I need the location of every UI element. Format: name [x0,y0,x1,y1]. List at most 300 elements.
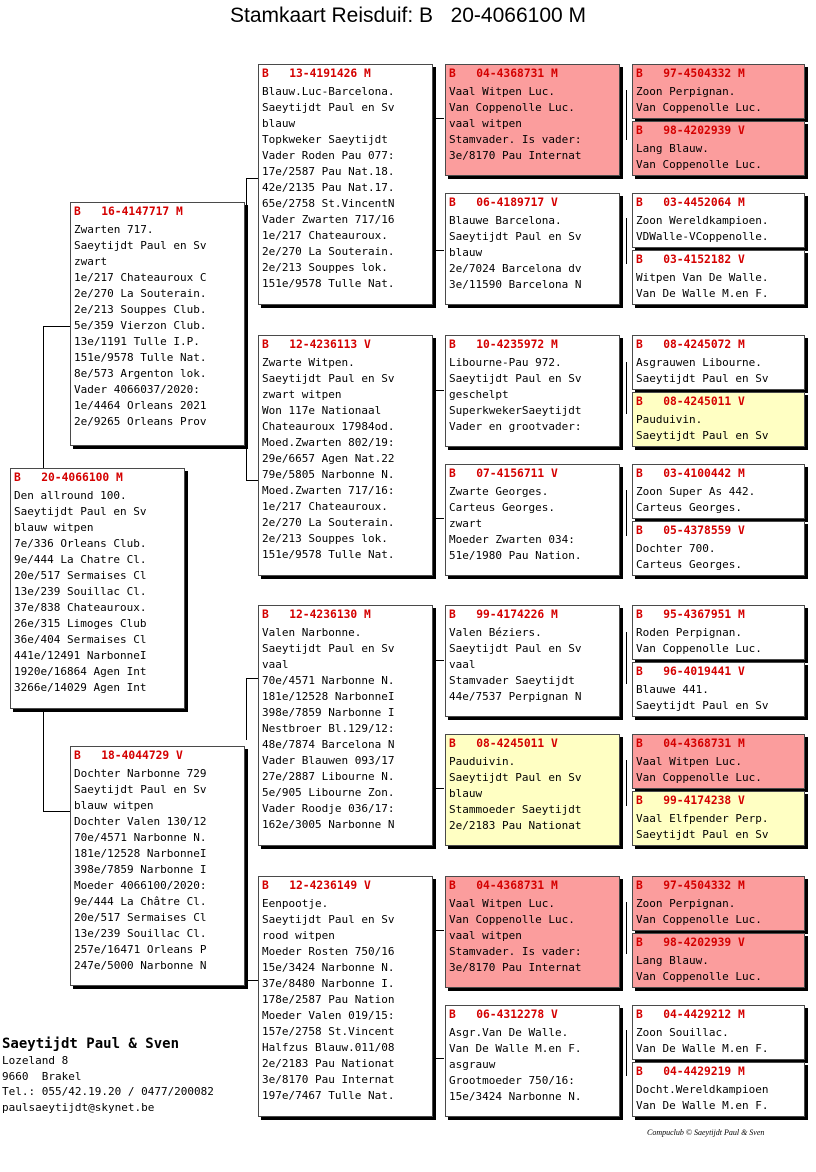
connector [434,930,444,931]
info-line: Zwarten 717. [74,223,154,236]
ring-number: B 99-4174238 V [636,794,745,807]
connector [434,390,444,391]
pigeon-info [446,352,619,435]
pigeon-card-ggp-3 [445,335,620,447]
pigeon-info [633,81,804,116]
info-line: Carteus Georges. [636,558,742,571]
info-line: 2e/7024 Barcelona dv [449,262,582,275]
info-line: 17e/2587 Pau Nat.18. [262,165,395,178]
info-line: 44e/7537 Perpignan N [449,690,582,703]
owner-address: Lozeland 8 [2,1054,69,1067]
info-line: Zoon Wereldkampioen. [636,214,769,227]
pigeon-info [446,210,619,293]
info-line: Saeytijdt Paul en Sv [262,913,395,926]
info-line: Asgrauwen Libourne. [636,356,762,369]
info-line: Dochter 700. [636,542,716,555]
info-line: Vaal Witpen Luc. [449,85,555,98]
connector [434,190,435,250]
info-line: 2e/213 Souppes lok. [262,261,388,274]
pigeon-card-gggp-1 [632,64,805,119]
info-line: Carteus Georges. [449,501,555,514]
pigeon-card-father-father [258,64,433,305]
info-line: 3e/8170 Pau Internat [449,149,582,162]
info-line: Vaal Witpen Luc. [449,897,555,910]
page-title: Stamkaart Reisduif: B 20-4066100 M [229,4,586,27]
pigeon-card-gggp-9 [632,605,805,660]
pigeon-card-mother-mother [258,876,433,1117]
ring-number: B 04-4368731 M [449,67,558,80]
pigeon-info [446,481,619,564]
info-line: Van De Walle M.en F. [449,1042,582,1055]
info-line: Saeytijdt Paul en Sv [262,101,395,114]
pigeon-info [446,893,619,976]
connector [434,250,444,251]
info-line: Vaal Elfpender Perp. [636,812,769,825]
ring-number: B 03-4100442 M [636,467,745,480]
info-line: Zwarte Georges. [449,485,549,498]
info-line: Pauduivin. [449,755,516,768]
info-line: 29e/6657 Agen Nat.22 [262,452,395,465]
info-line: vaal witpen [449,929,522,942]
info-line: Saeytijdt Paul en Sv [636,828,769,841]
pigeon-card-ggp-5 [445,605,620,717]
info-line: 441e/12491 NarbonneI [14,649,147,662]
owner-name: Saeytijdt Paul & Sven [2,1036,180,1052]
pigeon-info [633,1079,804,1114]
info-line: blauw [262,117,296,130]
info-line: Stamvader Saeytijdt [449,674,575,687]
connector [626,632,627,684]
info-line: Lang Blauw. [636,142,709,155]
info-line: Docht.Wereldkampioen [636,1083,769,1096]
info-line: 3266e/14029 Agen Int [14,681,147,694]
info-line: 2e/2183 Pau Nationat [262,1057,395,1070]
connector [434,118,444,119]
ring-number: B 97-4504332 M [636,879,745,892]
ring-number: B 04-4429219 M [636,1065,745,1078]
pigeon-card-ggp-1 [445,64,620,176]
info-line: zwart [449,517,483,530]
info-line: 181e/12528 NarbonneI [262,690,395,703]
info-line: Grootmoeder 750/16: [449,1074,575,1087]
pigeon-info [446,622,619,705]
ring-number: B 04-4368731 M [636,737,745,750]
pigeon-card-gggp-10 [632,662,805,717]
info-line: 7e/336 Orleans Club. [14,537,147,550]
connector [434,1002,435,1058]
info-line: zwart [74,255,108,268]
info-line: Zwarte Witpen. [262,356,355,369]
pigeon-info [446,81,619,164]
ring-number: B 08-4245072 M [636,338,745,351]
pigeon-card-ggp-2 [445,193,620,305]
info-line: Moeder 4066100/2020: [74,879,207,892]
info-line: 2e/270 La Souterain. [262,516,395,529]
info-line: Saeytijdt Paul en Sv [636,429,769,442]
info-line: Blauwe 441. [636,683,709,696]
info-line: Van Coppenolle Luc. [636,101,762,114]
pigeon-card-gggp-12 [632,791,805,846]
info-line: Vader 4066037/2020: [74,383,200,396]
info-line: asgrauw [449,1058,496,1071]
info-line: Moeder Rosten 750/16 [262,945,395,958]
info-line: Moeder Valen 019/15: [262,1009,395,1022]
info-line: 2e/9265 Orleans Prov [74,415,207,428]
ring-number: B 13-4191426 M [262,67,371,80]
info-line: Stamvader. Is vader: [449,945,582,958]
info-line: 15e/3424 Narbonne N. [262,961,395,974]
info-line: Saeytijdt Paul en Sv [74,239,207,252]
info-line: Dochter Narbonne 729 [74,767,207,780]
ring-number: B 95-4367951 M [636,608,745,621]
info-line: 13e/239 Souillac Cl. [74,927,207,940]
pigeon-card-gggp-15 [632,1005,805,1060]
info-line: 257e/16471 Orleans P [74,943,207,956]
ring-number: B 98-4202939 V [636,124,745,137]
connector [246,678,247,740]
pigeon-card-mother [70,746,245,986]
info-line: 1e/4464 Orleans 2021 [74,399,207,412]
info-line: Moeder Zwarten 034: [449,533,575,546]
info-line: Van De Walle M.en F. [636,1099,769,1112]
pigeon-info [633,352,804,387]
connector [246,678,258,679]
info-line: Pauduivin. [636,413,703,426]
ring-number: B 12-4236149 V [262,879,371,892]
pigeon-card-main [10,468,185,709]
info-line: 181e/12528 NarbonneI [74,847,207,860]
info-line: Saeytijdt Paul en Sv [636,372,769,385]
pigeon-card-ggp-4 [445,464,620,576]
info-line: Witpen Van De Walle. [636,271,769,284]
info-line: 178e/2587 Pau Nation [262,993,395,1006]
connector [434,118,435,188]
info-line: zwart witpen [262,388,342,401]
info-line: Van Coppenolle Luc. [449,101,575,114]
connector [434,1058,444,1059]
connector [626,902,627,954]
info-line: Zoon Souillac. [636,1026,729,1039]
pigeon-card-ggp-6 [445,734,620,846]
info-line: 13e/1191 Tulle I.P. [74,335,200,348]
connector [434,518,444,519]
info-line: Valen Narbonne. [262,626,362,639]
info-line: Saeytijdt Paul en Sv [14,505,147,518]
info-line: 42e/2135 Pau Nat.17. [262,181,395,194]
info-line: 15e/3424 Narbonne N. [449,1090,582,1103]
info-line: Asgr.Van De Walle. [449,1026,569,1039]
ring-number: B 06-4189717 V [449,196,558,209]
ring-number: B 05-4378559 V [636,524,745,537]
connector [626,490,627,536]
info-line: 2e/2183 Pau Nationat [449,819,582,832]
connector [434,660,435,730]
pigeon-info [633,751,804,786]
pigeon-card-gggp-2 [632,121,805,176]
info-line: Saeytijdt Paul en Sv [449,372,582,385]
info-line: 2e/213 Souppes lok. [262,532,388,545]
info-line: 3e/11590 Barcelona N [449,278,582,291]
info-line: vaal [449,658,476,671]
ring-number: B 07-4156711 V [449,467,558,480]
info-line: 2e/213 Souppes Club. [74,303,207,316]
info-line: SuperkwekerSaeytijdt [449,404,582,417]
pigeon-info [633,893,804,928]
info-line: Saeytijdt Paul en Sv [636,699,769,712]
info-line: Vader Zwarten 717/16 [262,213,395,226]
connector [246,178,247,250]
info-line: 197e/7467 Tulle Nat. [262,1089,395,1102]
owner-email: paulsaeytijdt@skynet.be [2,1100,155,1114]
ring-number: B 97-4504332 M [636,67,745,80]
pigeon-card-gggp-16 [632,1062,805,1117]
info-line: 26e/315 Limoges Club [14,617,147,630]
info-line: geschelpt [449,388,509,401]
info-line: 37e/838 Chateauroux. [14,601,147,614]
info-line: Won 117e Nationaal [262,404,382,417]
pigeon-card-ggp-8 [445,1005,620,1117]
ring-number: B 12-4236113 V [262,338,371,351]
info-line: 36e/404 Sermaises Cl [14,633,147,646]
pigeon-info [11,485,184,696]
info-line: Zoon Super As 442. [636,485,756,498]
owner-phone: Tel.: 055/42.19.20 / 0477/200082 [2,1085,214,1098]
info-line: 9e/444 La Châtre Cl. [74,895,207,908]
pigeon-card-gggp-8 [632,521,805,576]
info-line: 3e/8170 Pau Internat [262,1073,395,1086]
info-line: 27e/2887 Libourne N. [262,770,395,783]
info-line: Saeytijdt Paul en Sv [262,642,395,655]
pigeon-card-mother-father [258,605,433,846]
info-line: Saeytijdt Paul en Sv [449,642,582,655]
connector [434,788,444,789]
info-line: rood witpen [262,929,335,942]
info-line: 65e/2758 St.VincentN [262,197,395,210]
info-line: Blauwe Barcelona. [449,214,562,227]
pigeon-info [633,210,804,245]
info-line: Zoon Perpignan. [636,897,736,910]
pigeon-info [633,481,804,516]
info-line: 162e/3005 Narbonne N [262,818,395,831]
pigeon-card-gggp-13 [632,876,805,931]
pigeon-card-gggp-6 [632,392,805,447]
info-line: Van De Walle M.en F. [636,287,769,300]
info-line: Den allround 100. [14,489,127,502]
info-line: 79e/5805 Narbonne N. [262,468,395,481]
ring-number: B 03-4452064 M [636,196,745,209]
info-line: Carteus Georges. [636,501,742,514]
info-line: 2e/270 La Souterain. [74,287,207,300]
info-line: Moed.Zwarten 802/19: [262,436,395,449]
info-line: Moed.Zwarten 717/16: [262,484,395,497]
pigeon-card-ggp-7 [445,876,620,988]
info-line: 398e/7859 Narbonne I [262,706,395,719]
ring-number: B 20-4066100 M [14,471,123,484]
info-line: 70e/4571 Narbonne N. [74,831,207,844]
info-line: vaal [262,658,289,671]
footer-credit: Compuclub © Saeytijdt Paul & Sven [647,1128,765,1137]
pigeon-card-father [70,202,245,446]
info-line: 1e/217 Chateauroux. [262,500,388,513]
ring-number: B 03-4152182 V [636,253,745,266]
info-line: Nestbroer Bl.129/12: [262,722,395,735]
connector [626,218,627,264]
pigeon-info [633,538,804,573]
info-line: 37e/8480 Narbonne I. [262,977,395,990]
connector [434,660,444,661]
info-line: Van Coppenolle Luc. [636,642,762,655]
info-line: Vaal Witpen Luc. [636,755,742,768]
info-line: 151e/9578 Tulle Nat. [262,548,395,561]
connector [246,400,247,480]
info-line: Van Coppenolle Luc. [449,913,575,926]
connector [626,362,627,414]
info-line: 20e/517 Sermaises Cl [74,911,207,924]
connector [434,462,435,518]
info-line: Van De Walle M.en F. [636,1042,769,1055]
info-line: 1e/217 Chateauroux C [74,271,207,284]
info-line: Chateauroux 17984od. [262,420,395,433]
pigeon-info [259,622,432,833]
owner-city: 9660 Brakel [2,1069,82,1083]
pigeon-info [633,679,804,714]
connector [246,178,258,179]
pigeon-card-gggp-11 [632,734,805,789]
pigeon-info [259,81,432,292]
info-line: Halfzus Blauw.011/08 [262,1041,395,1054]
pigeon-info [71,763,244,974]
info-line: Roden Perpignan. [636,626,742,639]
info-line: Saeytijdt Paul en Sv [449,230,582,243]
connector [43,709,44,811]
info-line: Saeytijdt Paul en Sv [449,771,582,784]
ring-number: B 16-4147717 M [74,205,183,218]
info-line: VDWalle-VCoppenolle. [636,230,769,243]
info-line: Eenpootje. [262,897,329,910]
connector [246,980,258,981]
pigeon-info [259,352,432,563]
info-line: 157e/2758 St.Vincent [262,1025,395,1038]
connector [434,930,435,1000]
pigeon-card-gggp-4 [632,250,805,305]
owner-block [2,1035,214,1115]
connector [626,90,627,140]
info-line: blauw [449,787,483,800]
info-line: Dochter Valen 130/12 [74,815,207,828]
ring-number: B 98-4202939 V [636,936,745,949]
pigeon-info [446,1022,619,1105]
info-line: blauw witpen [14,521,94,534]
info-line: 2e/270 La Souterain. [262,245,395,258]
info-line: 70e/4571 Narbonne N. [262,674,395,687]
pigeon-info [633,267,804,302]
connector [626,760,627,806]
pigeon-info [633,622,804,657]
connector [43,326,44,468]
ring-number: B 08-4245011 V [636,395,745,408]
pigeon-card-gggp-5 [632,335,805,390]
info-line: Libourne-Pau 972. [449,356,562,369]
info-line: 151e/9578 Tulle Nat. [74,351,207,364]
info-line: 1e/217 Chateauroux. [262,229,388,242]
connector [434,732,435,788]
info-line: 3e/8170 Pau Internat [449,961,582,974]
info-line: Van Coppenolle Luc. [636,913,762,926]
pigeon-info [633,808,804,843]
ring-number: B 99-4174226 M [449,608,558,621]
info-line: Blauw.Luc-Barcelona. [262,85,395,98]
info-line: 51e/1980 Pau Nation. [449,549,582,562]
pigeon-info [633,1022,804,1057]
info-line: blauw [449,246,483,259]
info-line: Vader Roodje 036/17: [262,802,395,815]
ring-number: B 04-4429212 M [636,1008,745,1021]
info-line: Stamvader. Is vader: [449,133,582,146]
info-line: 48e/7874 Barcelona N [262,738,395,751]
info-line: Vader Blauwen 093/17 [262,754,395,767]
info-line: 20e/517 Sermaises Cl [14,569,147,582]
pigeon-info [446,751,619,834]
info-line: 13e/239 Souillac Cl. [14,585,147,598]
pigeon-info [71,219,244,430]
info-line: Van Coppenolle Luc. [636,970,762,983]
pigeon-card-gggp-14 [632,933,805,988]
pigeon-card-father-mother [258,335,433,576]
info-line: Saeytijdt Paul en Sv [74,783,207,796]
info-line: vaal witpen [449,117,522,130]
ring-number: B 18-4044729 V [74,749,183,762]
ring-number: B 06-4312278 V [449,1008,558,1021]
pigeon-info [633,409,804,444]
pigeon-card-gggp-7 [632,464,805,519]
info-line: 151e/9578 Tulle Nat. [262,277,395,290]
info-line: 247e/5000 Narbonne N [74,959,207,972]
info-line: 1920e/16864 Agen Int [14,665,147,678]
info-line: 398e/7859 Narbonne I [74,863,207,876]
connector [626,1030,627,1076]
info-line: Van Coppenolle Luc. [636,771,762,784]
connector [43,326,70,327]
connector [246,480,258,481]
info-line: 5e/905 Libourne Zon. [262,786,395,799]
info-line: Lang Blauw. [636,954,709,967]
info-line: 5e/359 Vierzon Club. [74,319,207,332]
info-line: Stammoeder Saeytijdt [449,803,582,816]
ring-number: B 08-4245011 V [449,737,558,750]
info-line: Topkweker Saeytijdt [262,133,388,146]
pigeon-info [259,893,432,1104]
info-line: Vader en grootvader: [449,420,582,433]
pigeon-info [633,138,804,173]
info-line: 8e/573 Argenton lok. [74,367,207,380]
connector [43,811,70,812]
connector [434,390,435,460]
info-line: Vader Roden Pau 077: [262,149,395,162]
info-line: Valen Béziers. [449,626,542,639]
ring-number: B 12-4236130 M [262,608,371,621]
info-line: Saeytijdt Paul en Sv [262,372,395,385]
ring-number: B 10-4235972 M [449,338,558,351]
ring-number: B 04-4368731 M [449,879,558,892]
pigeon-card-gggp-3 [632,193,805,248]
pigeon-info [633,950,804,985]
info-line: 9e/444 La Chatre Cl. [14,553,147,566]
info-line: Van Coppenolle Luc. [636,158,762,171]
connector [246,900,247,980]
info-line: blauw witpen [74,799,154,812]
ring-number: B 96-4019441 V [636,665,745,678]
info-line: Zoon Perpignan. [636,85,736,98]
